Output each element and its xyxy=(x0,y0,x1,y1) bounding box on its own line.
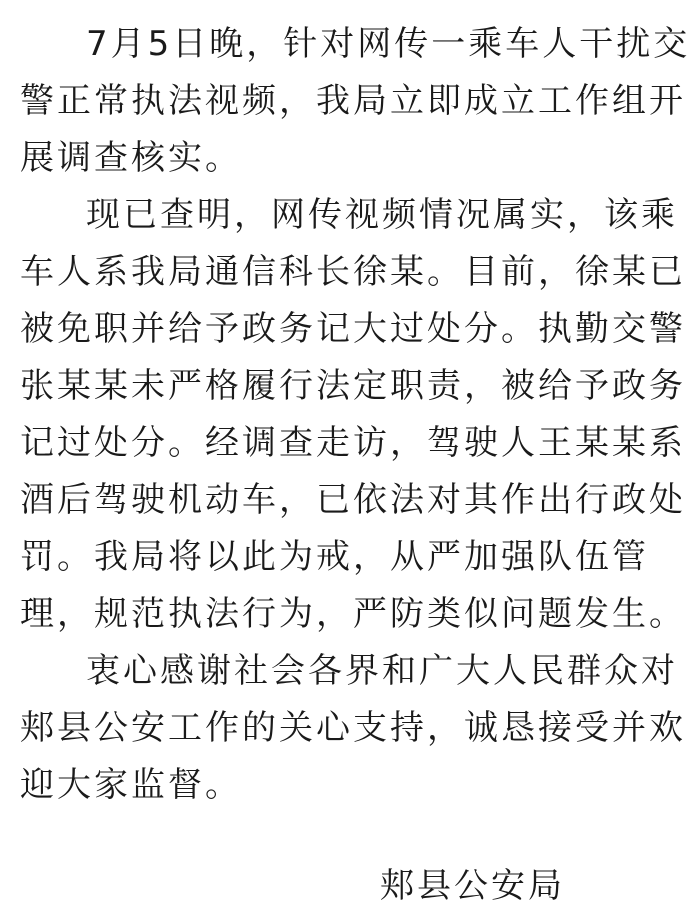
text-line-14: 迎大家监督。 xyxy=(20,765,242,805)
text-line-8: 记过处分。经调查走访，驾驶人王某某系 xyxy=(20,423,686,463)
text-line-13: 郏县公安工作的关心支持，诚恳接受并欢 xyxy=(20,708,686,748)
text-line-5: 车人系我局通信科长徐某。目前，徐某已 xyxy=(20,252,686,292)
text-line-7: 张某某未严格履行法定职责，被给予政务 xyxy=(20,366,686,406)
signature-issuer: 郏县公安局 xyxy=(380,866,565,906)
text-line-1: 7月5日晚，针对网传一乘车人干扰交 xyxy=(86,24,691,64)
text-line-9: 酒后驾驶机动车，已依法对其作出行政处 xyxy=(20,480,686,520)
text-line-3: 展调查核实。 xyxy=(20,138,242,178)
text-line-6: 被免职并给予政务记大过处分。执勤交警 xyxy=(20,309,686,349)
text-line-4: 现已查明，网传视频情况属实，该乘 xyxy=(86,195,678,235)
text-line-2: 警正常执法视频，我局立即成立工作组开 xyxy=(20,81,686,121)
text-line-12: 衷心感谢社会各界和广大人民群众对 xyxy=(86,651,678,691)
text-line-10: 罚。我局将以此为戒，从严加强队伍管 xyxy=(20,537,649,577)
text-line-11: 理，规范执法行为，严防类似问题发生。 xyxy=(20,594,686,634)
